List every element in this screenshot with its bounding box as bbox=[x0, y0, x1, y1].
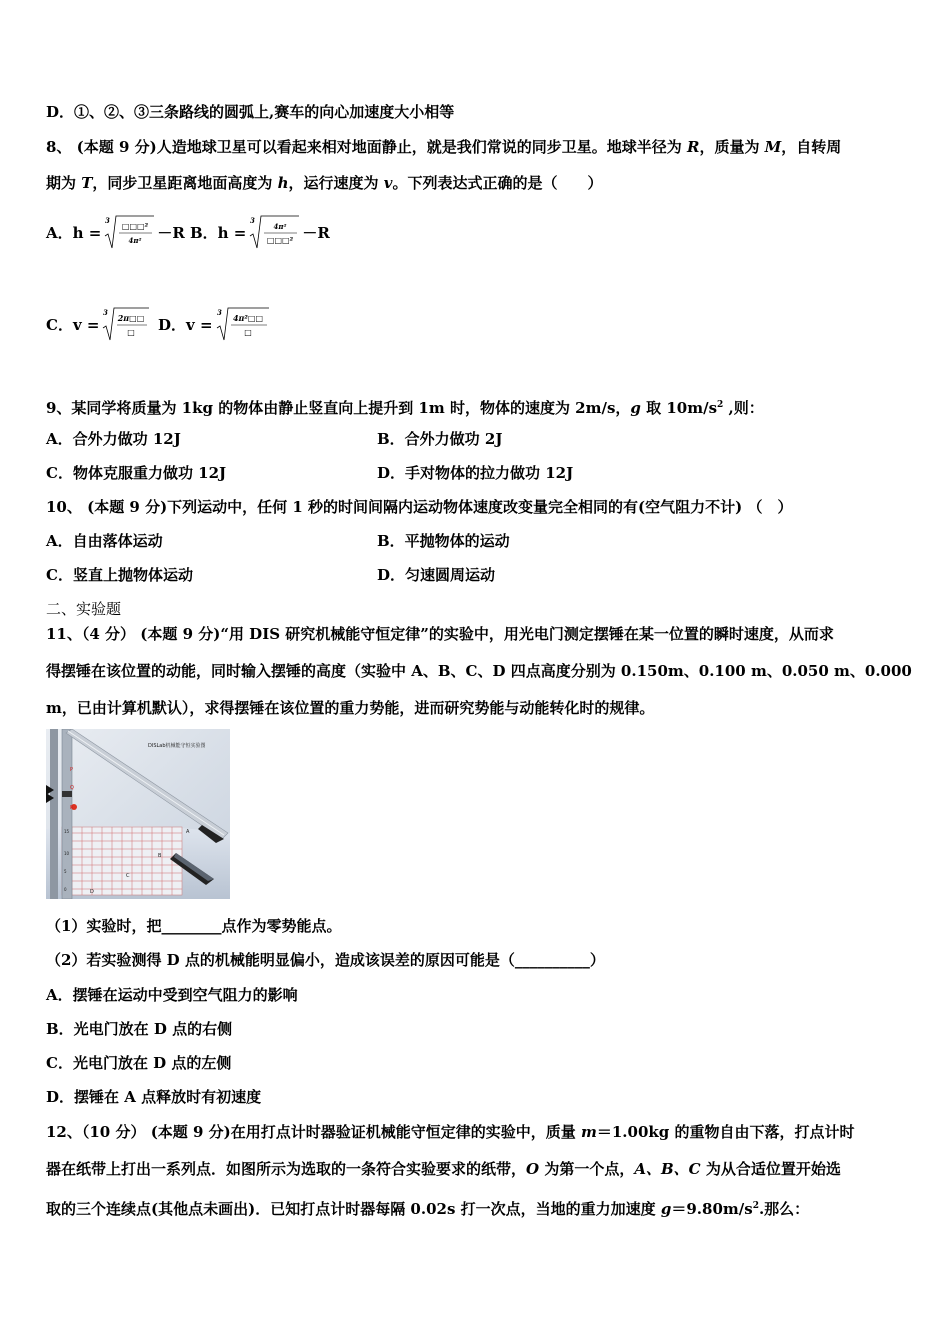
q8-var-r: R bbox=[686, 138, 700, 156]
figure-label-b: B bbox=[158, 853, 162, 859]
q12-text: .那么： bbox=[758, 1200, 810, 1218]
option-label: C．v = bbox=[46, 315, 100, 334]
q11-stem-line1: 11、（4 分） (本题 9 分)“用 DIS 研究机械能守恒定律”的实验中，用光电门测定摆锤在某一位置的瞬时速度，从而求 bbox=[46, 625, 834, 643]
q10-option-d: D．匀速圆周运动 bbox=[377, 566, 496, 584]
radical-sign-icon bbox=[101, 304, 151, 344]
q9-sup: 2 bbox=[717, 400, 724, 410]
option-label: D．v = bbox=[158, 315, 213, 334]
q9-option-a: A．合外力做功 12J bbox=[46, 430, 181, 448]
q12-sup: 2 bbox=[752, 1201, 759, 1211]
q12-var-m: m bbox=[581, 1123, 597, 1141]
q8-option-b bbox=[190, 212, 330, 252]
cube-root-formula bbox=[215, 304, 271, 344]
radical-sign-icon bbox=[103, 212, 155, 252]
option-label: A．h = bbox=[46, 223, 102, 242]
denominator: 4π² bbox=[128, 236, 142, 245]
root-index: 3 bbox=[103, 308, 109, 317]
figure-tick: 5 bbox=[64, 869, 67, 874]
section-heading: 二、实验题 bbox=[46, 600, 122, 618]
q10-option-c: C．竖直上抛物体运动 bbox=[46, 566, 193, 584]
figure-label-c: C bbox=[126, 873, 130, 879]
q8-option-c bbox=[46, 304, 153, 344]
q11-option-a: A．摆锤在运动中受到空气阻力的影响 bbox=[46, 986, 298, 1004]
q9-option-c: C．物体克服重力做功 12J bbox=[46, 464, 227, 482]
root-index: 3 bbox=[105, 216, 111, 225]
figure-label-q: Q bbox=[70, 785, 74, 791]
denominator: □ bbox=[243, 327, 252, 337]
q9-text: ,则： bbox=[723, 399, 764, 417]
q8-option-d bbox=[158, 304, 273, 344]
q9-text: 取 10m/s bbox=[640, 399, 718, 417]
q8-option-a bbox=[46, 212, 185, 252]
denominator: □ bbox=[127, 327, 136, 337]
q9-var-g: g bbox=[630, 399, 641, 417]
q8-var-m: M bbox=[764, 138, 782, 156]
q8-text: ，自转周 bbox=[781, 138, 842, 156]
option-label: B．h = bbox=[190, 223, 247, 242]
q11-option-c: C．光电门放在 D 点的左侧 bbox=[46, 1054, 232, 1072]
radical-sign-icon bbox=[248, 212, 300, 252]
q8-text: 8、 (本题 9 分)人造地球卫星可以看起来相对地面静止，就是我们常说的同步卫星。地球半径为 bbox=[46, 138, 687, 156]
q8-var-v: v bbox=[383, 174, 393, 192]
q11-option-b: B．光电门放在 D 点的右侧 bbox=[46, 1020, 233, 1038]
q12-stem-line2 bbox=[46, 1159, 841, 1179]
q12-stem-line1 bbox=[46, 1122, 855, 1142]
q8-var-t: T bbox=[81, 174, 93, 192]
q8-stem-line2 bbox=[46, 173, 603, 193]
q12-text: 器在纸带上打出一系列点．如图所示为选取的一条符合实验要求的纸带， bbox=[46, 1160, 527, 1178]
q12-var-g: g bbox=[660, 1200, 672, 1218]
q11-stem-line2: 得摆锤在该位置的动能，同时输入摆锤的高度（实验中 A、B、C、D 四点高度分别为 0.150m、0.100 m、0.050 m、0.000 bbox=[46, 662, 912, 680]
experiment-figure bbox=[46, 729, 230, 899]
radical-sign-icon bbox=[215, 304, 271, 344]
q12-text: ＝9.80m/s bbox=[671, 1200, 753, 1218]
q12-text: ＝1.00kg 的重物自由下落，打点计时 bbox=[596, 1123, 855, 1141]
pendulum-apparatus-image bbox=[46, 729, 230, 899]
q12-var-o: O bbox=[526, 1160, 540, 1178]
cube-root-formula bbox=[101, 304, 151, 344]
q8-text: ，质量为 bbox=[699, 138, 765, 156]
q11-sub2: （2）若实验测得 D 点的机械能明显偏小，造成该误差的原因可能是（__________） bbox=[46, 951, 605, 969]
q11-sub1: （1）实验时，把________点作为零势能点。 bbox=[46, 917, 342, 935]
prev-question-option-d: D．①、②、③三条路线的圆弧上,赛车的向心加速度大小相等 bbox=[46, 103, 455, 121]
q9-option-d: D．手对物体的拉力做功 12J bbox=[377, 464, 574, 482]
figure-label-d: D bbox=[90, 889, 94, 895]
q8-text: ，运行速度为 bbox=[288, 174, 384, 192]
option-tail: －R bbox=[157, 223, 185, 242]
q9-option-b: B．合外力做功 2J bbox=[377, 430, 503, 448]
q12-text: 取的三个连续点(其他点未画出)．已知打点计时器每隔 0.02s 打一次点，当地的重力加速度 bbox=[46, 1200, 661, 1218]
q11-stem-line3: m，已由计算机默认），求得摆锤在该位置的重力势能，进而研究势能与动能转化时的规律。 bbox=[46, 699, 655, 717]
figure-label-a: A bbox=[186, 829, 190, 835]
q11-option-d: D．摆锤在 A 点释放时有初速度 bbox=[46, 1088, 262, 1106]
numerator: 4π²□□ bbox=[232, 313, 263, 323]
option-tail: －R bbox=[302, 223, 330, 242]
figure-tick: 10 bbox=[64, 851, 70, 856]
q8-var-h: h bbox=[277, 174, 289, 192]
denominator: □□□² bbox=[267, 235, 294, 245]
q12-text: 为第一个点， bbox=[539, 1160, 635, 1178]
numerator: □□□² bbox=[122, 221, 149, 231]
figure-tick: 0 bbox=[64, 887, 67, 892]
q10-option-a: A．自由落体运动 bbox=[46, 532, 163, 550]
numerator: 4π² bbox=[273, 222, 287, 231]
root-index: 3 bbox=[216, 308, 222, 317]
q10-stem: 10、 (本题 9 分)下列运动中，任何 1 秒的时间间隔内运动物体速度改变量完全相同的有(空气阻力不计) （ ） bbox=[46, 498, 793, 516]
q12-text: 为从合适位置开始选 bbox=[700, 1160, 841, 1178]
cube-root-formula bbox=[248, 212, 300, 252]
q9-stem bbox=[46, 395, 764, 418]
q9-text: 9、某同学将质量为 1kg 的物体由静止竖直向上提升到 1m 时，物体的速度为 2m/s， bbox=[46, 399, 631, 417]
q8-stem-line1 bbox=[46, 137, 841, 157]
root-index: 3 bbox=[250, 216, 256, 225]
q8-text: 。下列表达式正确的是（ ） bbox=[392, 174, 603, 192]
figure-tick: 15 bbox=[64, 829, 70, 834]
figure-label-r: R bbox=[70, 805, 74, 811]
q12-var-abc: A、B、C bbox=[634, 1160, 701, 1178]
q12-stem-line3 bbox=[46, 1196, 809, 1219]
numerator: 2π□□ bbox=[118, 313, 145, 323]
q12-text: 12、（10 分） (本题 9 分)在用打点计时器验证机械能守恒定律的实验中，质量 bbox=[46, 1123, 581, 1141]
q8-text: 期为 bbox=[46, 174, 82, 192]
q10-option-b: B．平抛物体的运动 bbox=[377, 532, 510, 550]
cube-root-formula bbox=[103, 212, 155, 252]
figure-title: DISLab机械能守恒实验图 bbox=[148, 743, 206, 749]
figure-label-p: P bbox=[70, 767, 74, 773]
q8-text: ，同步卫星距离地面高度为 bbox=[92, 174, 278, 192]
